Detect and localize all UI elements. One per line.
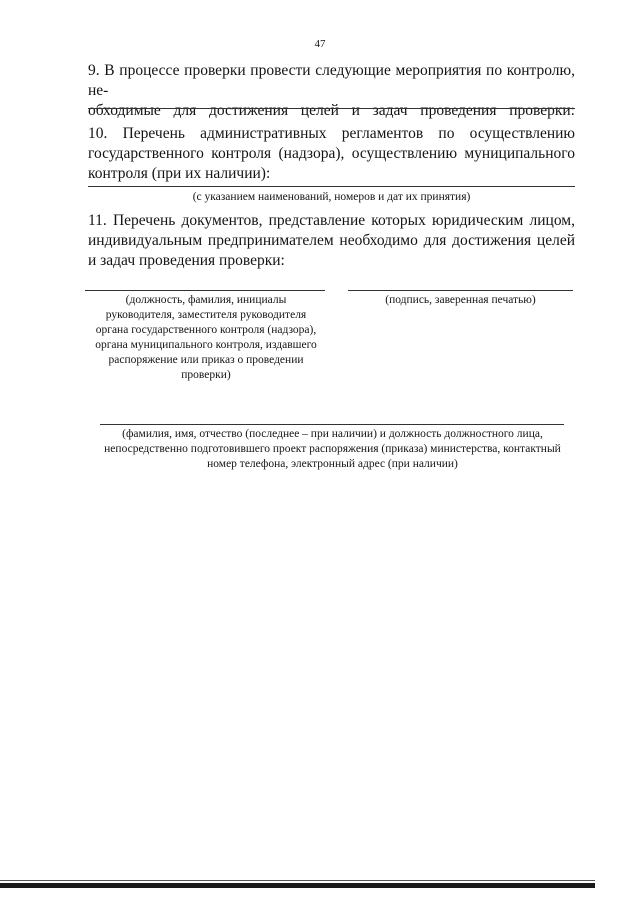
page-number: 47 xyxy=(314,38,326,50)
preparer-line xyxy=(100,424,564,425)
item-9-line-2: обходимые для достижения целей и задач проведения проверки: xyxy=(88,102,575,119)
item-9-line-1: 9. В процессе проверки провести следующие мероприятия по контролю, не- xyxy=(88,62,575,99)
signature-sign-caption: (подпись, заверенная печатью) xyxy=(385,294,536,306)
scan-edge-line xyxy=(0,880,595,881)
signature-name-line xyxy=(85,290,325,291)
signature-sign-line xyxy=(348,290,573,291)
item-11-paragraph: 11. Перечень документов, представление которых юридическим лицом, индивидуальным предпринимателем необходимо для достижения целей и задач проведения проверки: xyxy=(88,212,575,269)
item-10-caption: (с указанием наименований, номеров и дат их принятия) xyxy=(192,191,471,203)
preparer-caption: (фамилия, имя, отчество (последнее – при наличии) и должность должностного лица, непосредственно подготовившего проект распоряжения (приказа) министерства, контактный номер телефона, электронный адрес (при наличии) xyxy=(104,428,561,470)
item-10-fill-line xyxy=(88,186,575,187)
signature-name-caption: (должность, фамилия, инициалы руководителя, заместителя руководителя органа государственного контроля (надзора), органа муниципального контроля, издавшего распоряжение или приказ о проведении проверки) xyxy=(95,294,317,381)
item-9-fill-line xyxy=(88,108,575,109)
item-9-paragraph xyxy=(88,61,575,121)
item-10-paragraph: 10. Перечень административных регламентов по осуществлению государственного контроля (надзора), осуществлению муниципального контроля (при их наличии): xyxy=(88,125,575,182)
scan-edge-bar xyxy=(0,883,595,888)
